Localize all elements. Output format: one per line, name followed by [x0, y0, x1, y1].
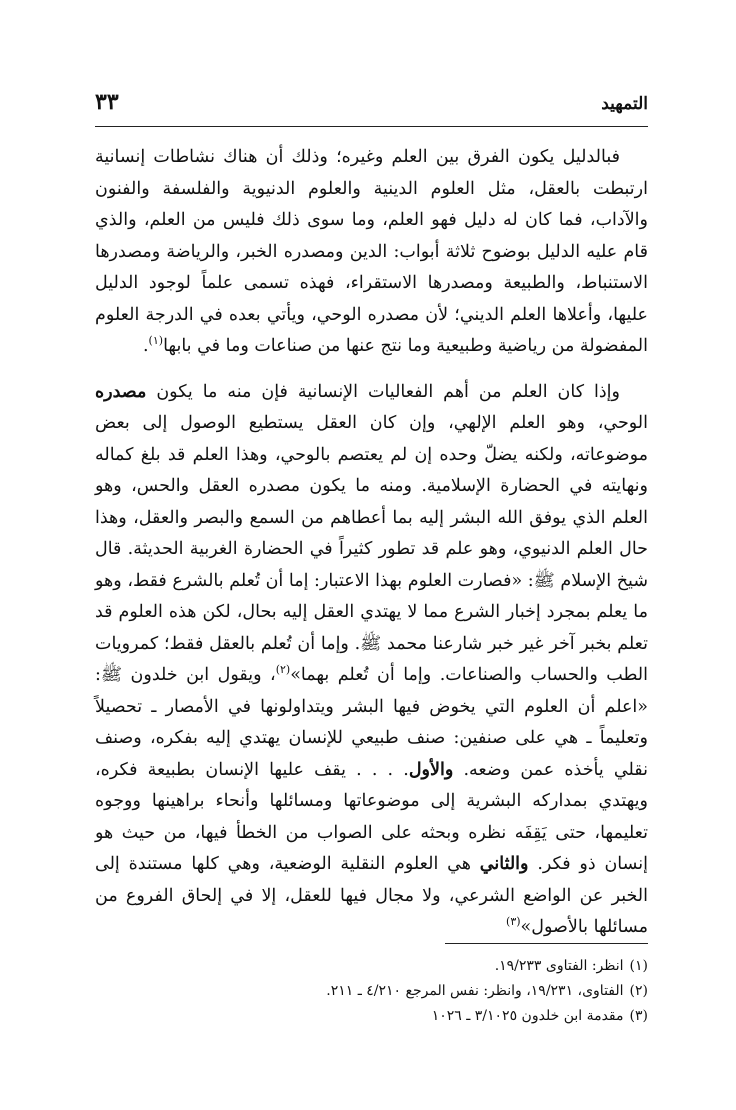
footnote-3-number: (٣) — [629, 1008, 648, 1024]
running-header — [95, 86, 648, 124]
page-number: ٣٣ — [95, 89, 119, 115]
footnote-3-text: مقدمة ابن خلدون ٣/١٠٢٥ ـ ١٠٢٦ — [431, 1008, 624, 1024]
paragraph-2-part-5: هي العلوم النقلية الوضعية، وهي كلها مستندة إلى الخبر عن الواضع الشرعي، ولا مجال فيها للعقل، إلا في إلحاق الفروع من مسائلها بالأصول» — [95, 854, 648, 937]
footnote-3 — [95, 1004, 648, 1029]
footnote-ref-2: (٢) — [275, 663, 291, 677]
footnote-2-text: الفتاوى، ١٩/٢٣١، وانظر: نفس المرجع ٤/٢١٠ ـ ٢١١. — [326, 983, 624, 999]
footnote-2-number: (٢) — [629, 983, 648, 999]
bold-term-second: والثاني — [479, 854, 529, 874]
chapter-title: التمهيد — [601, 94, 648, 114]
footnote-ref-3: (٣) — [506, 915, 521, 929]
paragraph-2-part-3: ، ويقول ابن خلدون ﷺ: «اعلم أن العلوم التي يخوض فيها البشر ويتداولونها في الأمصار ـ تحصيلاً وتعليماً ـ هي على صنفين: صنف طبيعي للإنسان يهتدي إليه بفكره، وصنف نقلي يأخذه عمن وضعه. — [95, 665, 648, 780]
footnote-1-number: (١) — [629, 958, 648, 974]
paragraph-2-part-4: . . . . يقف عليها الإنسان بطبيعة فكره، ويهتدي بمداركه البشرية إلى موضوعاتها ومسائلها وأنحاء براهينها ووجوه تعليمها، حتى يَقِفَه نظره وبحثه على الصواب من الخطأ فيها، من حيث هو إنسان ذو فكر. — [95, 759, 648, 874]
bold-term-source: مصدره — [95, 381, 147, 402]
paragraph-1 — [95, 142, 648, 363]
paragraph-2 — [95, 377, 648, 944]
paragraph-1-text: فبالدليل يكون الفرق بين العلم وغيره؛ وذلك أن هناك نشاطات إنسانية ارتبطت بالعقل، مثل العلوم الدينية والعلوم الدنيوية والفلسفة والفنون والآداب، فما كان له دليل فهو العلم، وما سوى ذلك فليس من العلم، والذي قام عليه الدليل بوضوح ثلاثة أبواب: الدين ومصدره الخبر، والرياضة ومصدرها الاستنباط، والطبيعة ومصدرها الاستقراء، فهذه تسمى علماً لوجود الدليل عليها، وأعلاها العلم الديني؛ لأن مصدره الوحي، ويأتي بعده في الدرجة العلوم المفضولة من رياضية وطبيعية وما نتج عنها من صناعات وما في بابها — [95, 147, 648, 356]
footnote-divider — [445, 943, 648, 944]
header-divider — [95, 126, 648, 127]
paragraph-1-end: . — [142, 336, 149, 356]
paragraph-2-part-2: الوحي، وهو العلم الإلهي، وإن كان العقل يستطيع الوصول إلى بعض موضوعاته، ولكنه يضلّ وحده إن لم يعتصم بالوحي، وهذا العلم قد بلغ كماله ونهايته في الحضارة الإسلامية. ومنه ما يكون مصدره العقل والحس، وهو العلم الذي يوفق الله البشر إليه بما أعطاهم من السمع والبصر والعقل، وهذا حال العلم الدنيوي، وهو علم قد تطور كثيراً في الحضارة الغربية الحديثة. قال شيخ الإسلام ﷺ: «فصارت العلوم بهذا الاعتبار: إما أن تُعلم بالشرع فقط، وهو ما يعلم بمجرد إخبار الشرع مما لا يهتدي العقل إليه بحال، لكن هذه العلوم قد تعلم بخبر آخر غير خبر شارعنا محمد ﷺ. وإما أن تُعلم بالعقل فقط؛ كمرويات الطب والحساب والصناعات. وإما أن تُعلم بهما» — [95, 413, 648, 685]
footnote-ref-1: (١) — [148, 334, 164, 348]
bold-term-first: والأول — [408, 759, 454, 780]
main-text — [95, 142, 648, 944]
footnote-1 — [95, 954, 648, 979]
footnotes — [95, 954, 648, 1029]
footnote-1-text: انظر: الفتاوى ١٩/٢٣٣. — [494, 958, 624, 974]
footnote-2 — [95, 979, 648, 1004]
paragraph-2-part-1: وإذا كان العلم من أهم الفعاليات الإنسانية فإن منه ما يكون — [156, 381, 620, 402]
